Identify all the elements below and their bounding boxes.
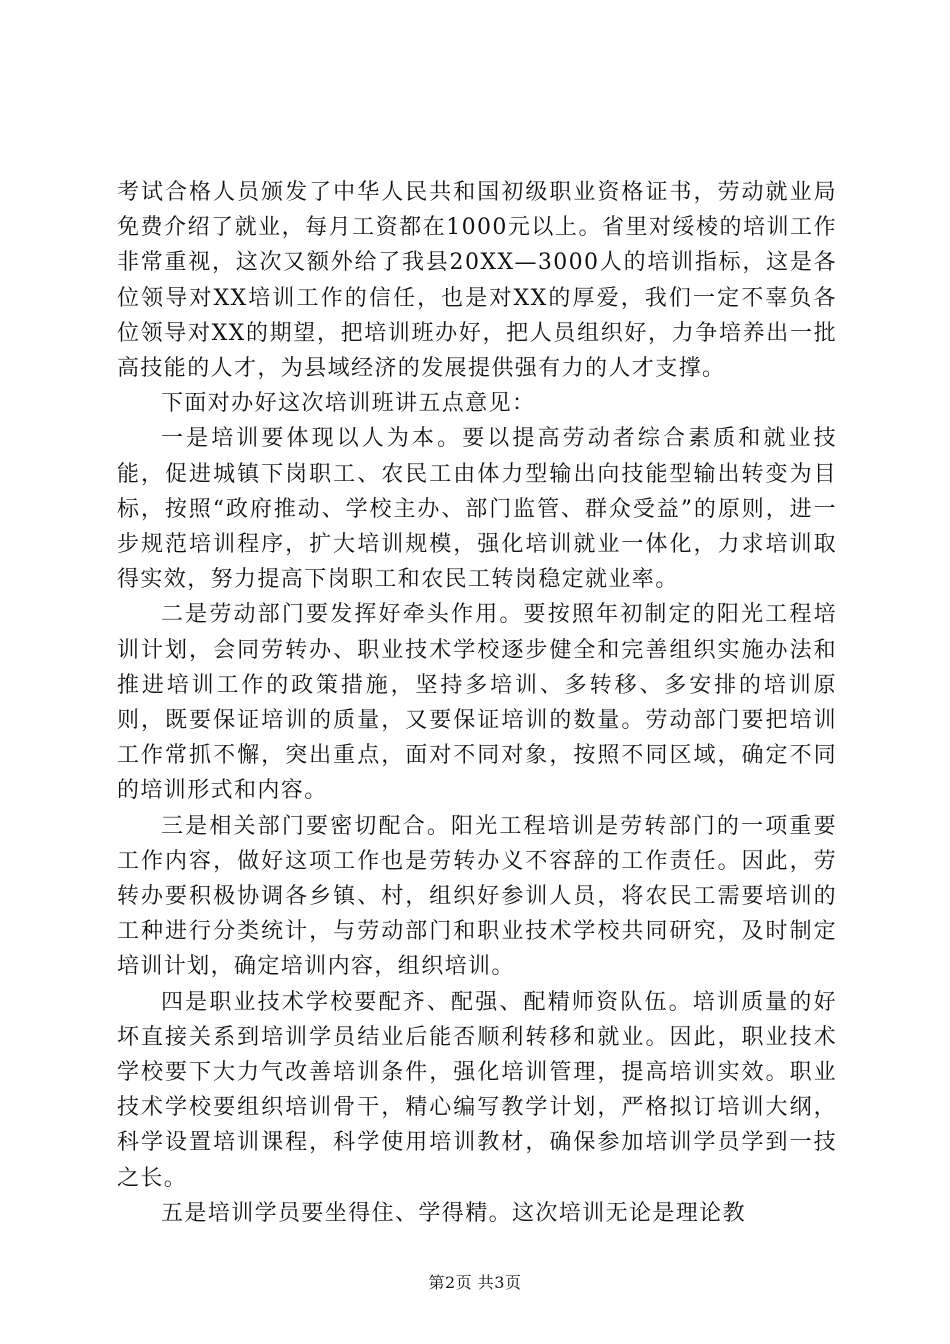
paragraph-4: 二是劳动部门要发挥好牵头作用。要按照年初制定的阳光工程培训计划，会同劳转办、职业技术学校逐步健全和完善组织实施办法和推进培训工作的政策措施，坚持多培训、多转移、多安排的培训原则，既要保证培训的质量，又要保证培训的数量。劳动部门要把培训工作常抓不懈，突出重点，面对不同对象，按照不同区域，确定不同的培训形式和内容。 — [117, 602, 837, 804]
page-footer: 第2页 共3页 — [428, 1273, 522, 1292]
paragraph-6: 四是职业技术学校要配齐、配强、配精师资队伍。培训质量的好坏直接关系到培训学员结业后能否顺利转移和就业。因此，职业技术学校要下大力气改善培训条件，强化培训管理，提高培训实效。职业技术学校要组织培训骨干，精心编写教学计划，严格拟订培训大纲，科学设置培训课程，科学使用培训教材，确保参加培训学员学到一技之长。 — [117, 989, 837, 1191]
paragraph-1: 考试合格人员颁发了中华人民共和国初级职业资格证书，劳动就业局免费介绍了就业，每月工资都在1000元以上。省里对绥棱的培训工作非常重视，这次又额外给了我县20XX—3000人的培训指标，这是各位领导对XX培训工作的信任，也是对XX的厚爱，我们一定不辜负各位领导对XX的期望，把培训班办好，把人员组织好，力争培养出一批高技能的人才，为县域经济的发展提供强有力的人才支撑。 — [117, 180, 837, 382]
paragraph-5: 三是相关部门要密切配合。阳光工程培训是劳转部门的一项重要工作内容，做好这项工作也是劳转办义不容辞的工作责任。因此，劳转办要积极协调各乡镇、村，组织好参训人员，将农民工需要培训的工种进行分类统计，与劳动部门和职业技术学校共同研究，及时制定培训计划，确定培训内容，组织培训。 — [117, 813, 837, 980]
paragraph-7: 五是培训学员要坐得住、学得精。这次培训无论是理论教 — [161, 1200, 747, 1226]
paragraph-2: 下面对办好这次培训班讲五点意见： — [161, 391, 536, 417]
document-body — [117, 175, 837, 1231]
paragraph-3: 一是培训要体现以人为本。要以提高劳动者综合素质和就业技能，促进城镇下岗职工、农民工由体力型输出向技能型输出转变为目标，按照“政府推动、学校主办、部门监管、群众受益”的原则，进一步规范培训程序，扩大培训规模，强化培训就业一体化，力求培训取得实效，努力提高下岗职工和农民工转岗稳定就业率。 — [117, 426, 837, 593]
